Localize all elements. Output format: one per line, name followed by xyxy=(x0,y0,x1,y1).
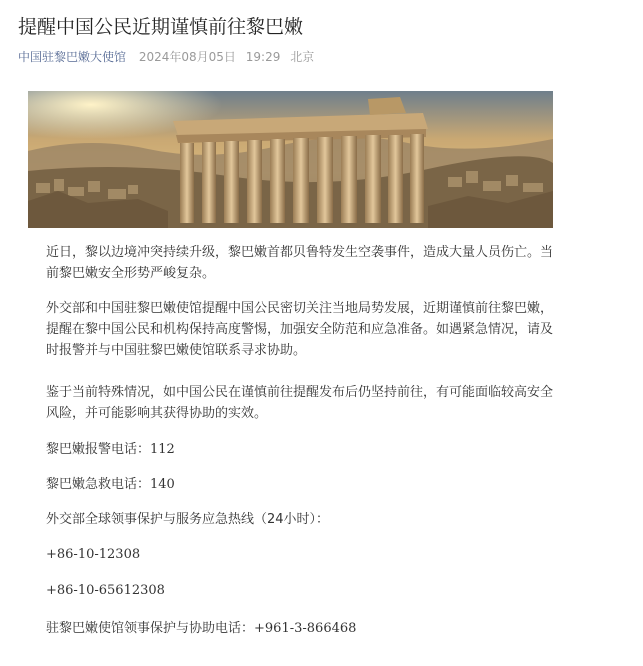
contact-ambulance: 黎巴嫩急救电话：140 xyxy=(46,477,175,492)
temple-ruins-photo-icon xyxy=(28,91,553,228)
contact-hotline-2 xyxy=(46,582,165,599)
publish-location: 北京 xyxy=(290,50,315,64)
article-title: 提醒中国公民近期谨慎前往黎巴嫩 xyxy=(18,16,304,38)
contact-embassy: 驻黎巴嫩使馆领事保护与协助电话：+961-3-866468 xyxy=(46,621,357,636)
publish-time: 19:29 xyxy=(245,50,281,64)
hotline-number-1[interactable]: +86-10-12308 xyxy=(46,547,141,562)
source-link[interactable]: 中国驻黎巴嫩大使馆 xyxy=(18,50,127,64)
contact-hotline-1 xyxy=(46,546,140,563)
publish-date: 2024年08月05日 xyxy=(138,50,236,64)
hero-image xyxy=(28,91,553,228)
police-number[interactable]: 112 xyxy=(150,442,175,457)
ambulance-number[interactable]: 140 xyxy=(150,477,175,492)
paragraph-1: 近日，黎以边境冲突持续升级，黎巴嫩首都贝鲁特发生空袭事件，造成大量人员伤亡。当前黎巴嫩安全形势严峻复杂。 xyxy=(46,245,554,281)
embassy-number[interactable]: +961-3-866468 xyxy=(254,621,357,636)
article-meta xyxy=(18,50,314,64)
hotline-number-2[interactable]: +86-10-65612308 xyxy=(46,583,165,598)
contact-hotline-label: 外交部全球领事保护与服务应急热线（24小时）： xyxy=(46,512,330,527)
paragraph-3: 鉴于当前特殊情况，如中国公民在谨慎前往提醒发布后仍坚持前往，有可能面临较高安全风险，并可能影响其获得协助的实效。 xyxy=(46,385,554,421)
contact-police: 黎巴嫩报警电话：112 xyxy=(46,442,175,457)
paragraph-2: 外交部和中国驻黎巴嫩使馆提醒中国公民密切关注当地局势发展，近期谨慎前往黎巴嫩，提醒在黎中国公民和机构保持高度警惕，加强安全防范和应急准备。如遇紧急情况，请及时报警并与中国驻黎巴嫩使馆联系寻求协助。 xyxy=(46,301,554,358)
